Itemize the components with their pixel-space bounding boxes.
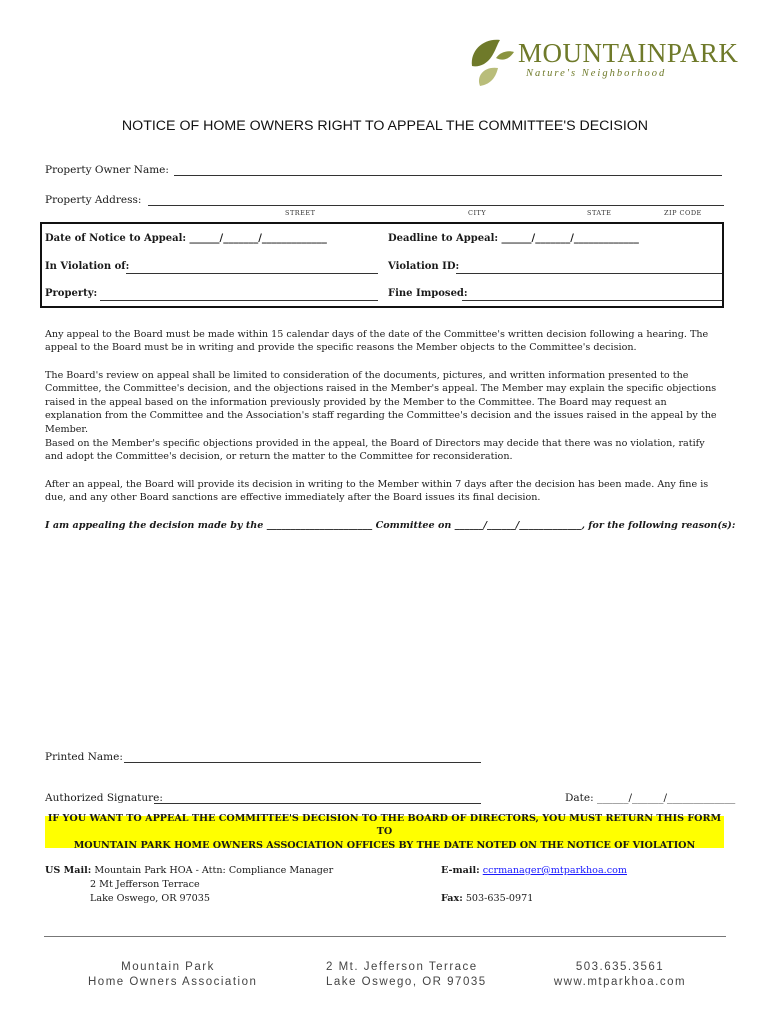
leaf-logo-icon bbox=[466, 36, 518, 88]
fax-number: 503-635-0971 bbox=[465, 893, 534, 904]
return-instructions-banner bbox=[45, 812, 724, 851]
fine-imposed-field[interactable] bbox=[462, 300, 722, 301]
state-caption: STATE bbox=[587, 209, 612, 217]
violation-id-label: Violation ID: bbox=[388, 261, 460, 272]
after-appeal-paragraph: After an appeal, the Board will provide its decision in writing to the Member within 7 days after the decision has been made. Any fine is due, and any other Board sanctions are effective immediately after the Board issues its final decision. bbox=[45, 479, 709, 504]
fine-imposed-label: Fine Imposed: bbox=[388, 288, 468, 299]
violation-id-field[interactable] bbox=[456, 273, 722, 274]
page-title: NOTICE OF HOME OWNERS RIGHT TO APPEAL THE COMMITTEE'S DECISION bbox=[121, 118, 649, 134]
banner-line-1: IF YOU WANT TO APPEAL THE COMMITTEE'S DECISION TO THE BOARD OF DIRECTORS, YOU MUST RETURN THIS FORM TO bbox=[47, 812, 722, 838]
board-decision-paragraph: Based on the Member's specific objections provided in the appeal, the Board of Directors may decide that there was no violation, ratify and adopt the Committee's decision, or return the matter to the Committee for reconsideration. bbox=[45, 438, 705, 463]
mail-label: US Mail: bbox=[45, 865, 92, 876]
footer-contact bbox=[552, 960, 688, 990]
printed-name-label: Printed Name: bbox=[45, 751, 123, 763]
footer-phone: 503.635.3561 bbox=[575, 961, 665, 973]
deadline-field[interactable]: Deadline to Appeal: ______/_______/_____________ bbox=[388, 233, 639, 244]
in-violation-field[interactable] bbox=[126, 273, 378, 274]
footer-address bbox=[326, 960, 487, 990]
email-contact bbox=[441, 864, 627, 878]
mail-line-1: Mountain Park HOA - Attn: Compliance Manager bbox=[94, 865, 334, 876]
logo-wordmark: MOUNTAINPARK bbox=[518, 38, 739, 68]
mail-contact bbox=[45, 864, 333, 878]
fax-contact bbox=[441, 892, 533, 906]
email-link[interactable]: ccrmanager@mtparkhoa.com bbox=[482, 865, 627, 876]
footer-web[interactable]: www.mtparkhoa.com bbox=[553, 976, 687, 988]
footer-address-line-1: 2 Mt. Jefferson Terrace bbox=[326, 961, 478, 973]
footer-org bbox=[88, 960, 258, 990]
board-review-paragraph: The Board's review on appeal shall be limited to consideration of the documents, pictures, and written information presented to the Committee, the Committee's decision, and the objections raised in the Member's appeal. The Member may explain the specific objections raised in the appeal based on the information previously provided by the Member to the Committee. The Board may request an explanation from the Committee and the Association's staff regarding the Committee's decision and the issues raised in the appeal by the Member. bbox=[45, 370, 717, 435]
appeal-statement: I am appealing the decision made by the ______________________ Committee on ______/______/_____________, for the following reason(s): bbox=[45, 520, 736, 531]
signature-field[interactable] bbox=[154, 803, 481, 804]
footer-address-line-2: Lake Oswego, OR 97035 bbox=[326, 976, 487, 988]
printed-name-field[interactable] bbox=[124, 762, 481, 763]
in-violation-label: In Violation of: bbox=[45, 261, 130, 272]
notice-details-box bbox=[40, 222, 724, 308]
street-caption: STREET bbox=[285, 209, 316, 217]
fax-label: Fax: bbox=[441, 893, 463, 904]
reasons-area[interactable] bbox=[45, 540, 725, 740]
email-label: E-mail: bbox=[441, 865, 480, 876]
footer-org-line-2: Home Owners Association bbox=[88, 976, 258, 988]
signature-date-field[interactable]: Date: ______/______/_____________ bbox=[565, 792, 736, 804]
banner-line-2: MOUNTAIN PARK HOME OWNERS ASSOCIATION OFFICES BY THE DATE NOTED ON THE NOTICE OF VIOLATION bbox=[73, 839, 696, 851]
appeal-deadline-paragraph: Any appeal to the Board must be made within 15 calendar days of the date of the Committee's written decision following a hearing. The appeal to the Board must be in writing and provide the specific reasons the Member objects to the Committee's decision. bbox=[45, 329, 709, 354]
owner-name-field[interactable] bbox=[174, 175, 722, 176]
mail-line-2: 2 Mt Jefferson Terrace bbox=[90, 879, 200, 890]
footer-divider bbox=[44, 936, 726, 937]
footer-org-line-1: Mountain Park bbox=[121, 961, 215, 973]
date-of-notice-field[interactable]: Date of Notice to Appeal: ______/_______/_____________ bbox=[45, 233, 327, 244]
property-address-label: Property Address: bbox=[45, 194, 142, 206]
signature-label: Authorized Signature: bbox=[45, 792, 163, 804]
owner-name-label: Property Owner Name: bbox=[45, 164, 169, 176]
zip-caption: ZIP CODE bbox=[664, 209, 702, 217]
logo-tagline: Nature's Neighborhood bbox=[526, 68, 667, 79]
property-label: Property: bbox=[45, 288, 98, 299]
mail-line-3: Lake Oswego, OR 97035 bbox=[90, 893, 210, 904]
property-address-field[interactable] bbox=[148, 205, 724, 206]
city-caption: CITY bbox=[468, 209, 487, 217]
mountain-park-logo bbox=[466, 36, 739, 88]
property-field[interactable] bbox=[100, 300, 378, 301]
